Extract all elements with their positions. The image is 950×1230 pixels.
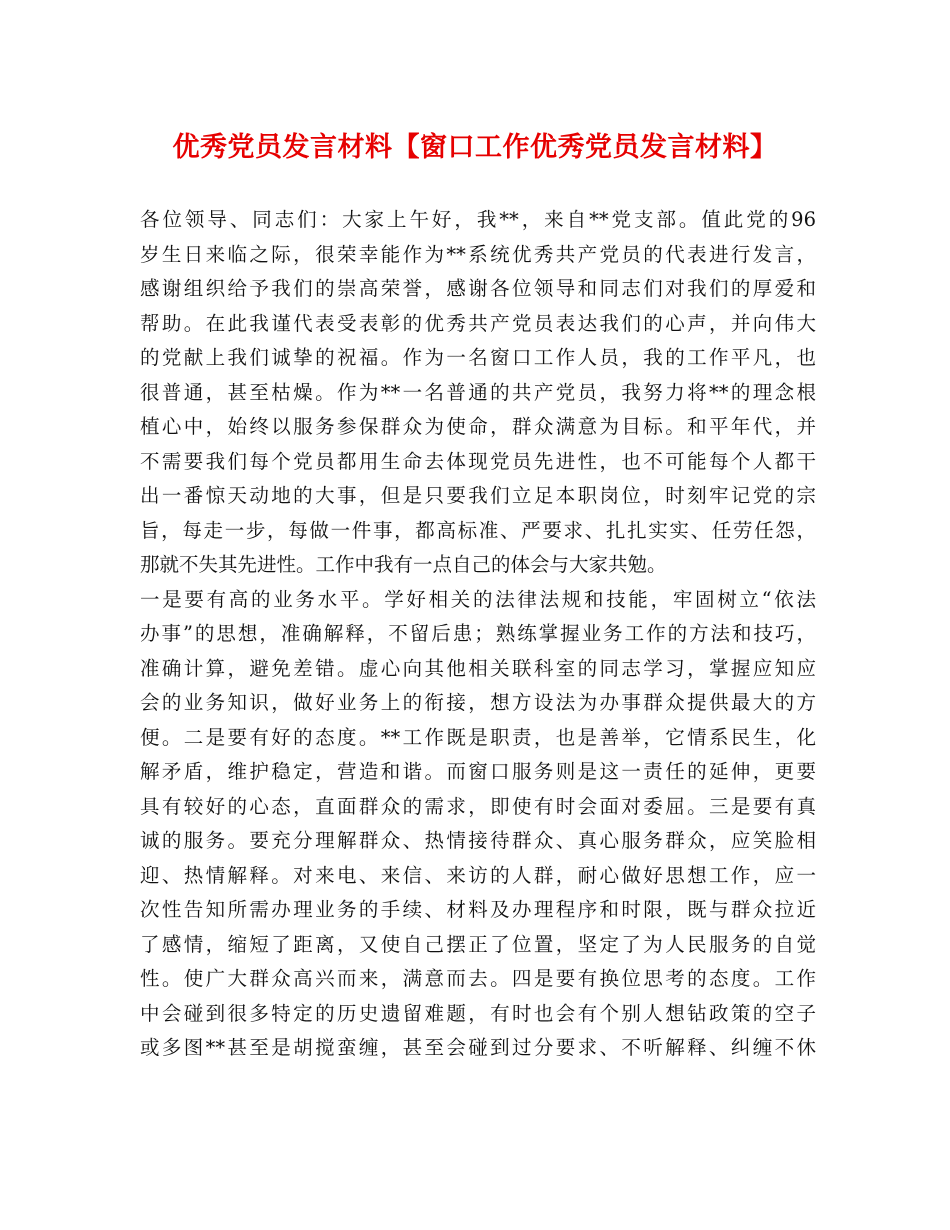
body-line: 解矛盾，维护稳定，营造和谐。而窗口服务则是这一责任的延伸，更要 — [140, 760, 816, 783]
body-line: 植心中，始终以服务参保群众为使命，群众满意为目标。和平年代，并 — [140, 415, 816, 438]
body-line: 旨，每走一步，每做一件事，都高标准、严要求、扎扎实实、任劳任怨， — [140, 518, 816, 542]
body-line: 帮助。在此我谨代表受表彰的优秀共产党员表达我们的心声，并向伟大 — [140, 311, 816, 335]
body-line: 便。二是要有好的态度。**工作既是职责，也是善举，它情系民生，化 — [140, 725, 816, 749]
body-line: 会的业务知识，做好业务上的衔接，想方设法为办事群众提供最大的方 — [140, 691, 816, 714]
body-line: 感谢组织给予我们的崇高荣誉，感谢各位领导和同志们对我们的厚爱和 — [140, 277, 816, 300]
body-line: 次性告知所需办理业务的手续、材料及办理程序和时限，既与群众拉近 — [140, 898, 816, 921]
body-line: 了感情，缩短了距离，又使自己摆正了位置，坚定了为人民服务的自觉 — [140, 932, 816, 956]
body-line: 性。使广大群众高兴而来，满意而去。四是要有换位思考的态度。工作 — [140, 967, 816, 990]
body-line: 办事”的思想，准确解释，不留后患；熟练掌握业务工作的方法和技巧， — [140, 622, 816, 645]
body-line: 或多图**甚至是胡搅蛮缠，甚至会碰到过分要求、不听解释、纠缠不休 — [140, 1036, 816, 1059]
body-line: 出一番惊天动地的大事，但是只要我们立足本职岗位，时刻牢记党的宗 — [140, 484, 816, 507]
body-line: 那就不失其先进性。工作中我有一点自己的体会与大家共勉。 — [140, 553, 667, 576]
body-line: 诚的服务。要充分理解群众、热情接待群众、真心服务群众，应笑脸相 — [140, 829, 816, 852]
body-line: 岁生日来临之际，很荣幸能作为**系统优秀共产党员的代表进行发言， — [140, 242, 816, 266]
body-line: 各位领导、同志们：大家上午好，我**，来自**党支部。值此党的96 — [140, 208, 816, 231]
body-line: 很普通，甚至枯燥。作为**一名普通的共产党员，我努力将**的理念根 — [140, 380, 816, 404]
body-line: 一是要有高的业务水平。学好相关的法律法规和技能，牢固树立“依法 — [140, 587, 816, 611]
document-title: 优秀党员发言材料【窗口工作优秀党员发言材料】 — [172, 132, 778, 163]
body-line: 不需要我们每个党员都用生命去体现党员先进性，也不可能每个人都干 — [140, 449, 816, 473]
document-body — [140, 203, 816, 1066]
body-line: 迎、热情解释。对来电、来信、来访的人群，耐心做好思想工作，应一 — [140, 863, 816, 887]
body-line: 准确计算，避免差错。虚心向其他相关联科室的同志学习，掌握应知应 — [140, 656, 816, 680]
body-line: 具有较好的心态，直面群众的需求，即使有时会面对委屈。三是要有真 — [140, 794, 816, 818]
body-line: 中会碰到很多特定的历史遗留难题，有时也会有个别人想钻政策的空子 — [140, 1001, 816, 1025]
body-line: 的党献上我们诚挚的祝福。作为一名窗口工作人员，我的工作平凡，也 — [140, 346, 816, 369]
